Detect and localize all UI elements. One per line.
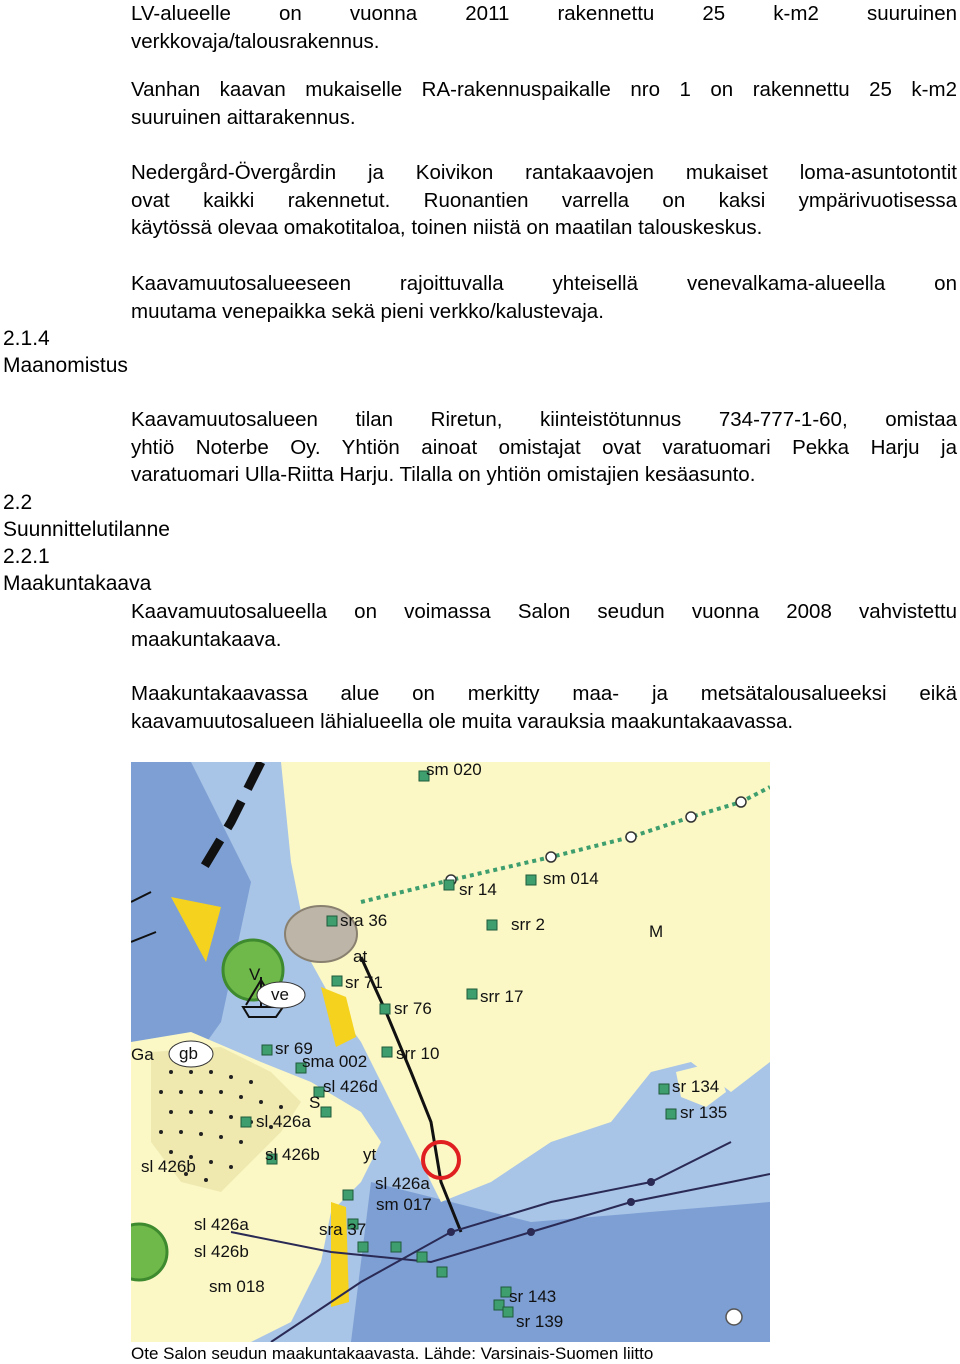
- map-label: S: [309, 1093, 321, 1112]
- text-line: käytössä olevaa omakotitaloa, toinen niistä on maatilan talouskeskus.: [131, 216, 763, 239]
- paragraph-verkkovaja: [131, 0, 957, 55]
- map-label: V: [249, 965, 261, 984]
- paragraph-omistus: [131, 406, 957, 489]
- map-label: Ga: [131, 1045, 154, 1064]
- map-label: sm 014: [543, 869, 599, 888]
- section-title-maakuntakaava: Maakuntakaava: [3, 572, 152, 595]
- map-label: sr 139: [516, 1312, 564, 1331]
- map-label: sra 37: [319, 1220, 367, 1239]
- map-label: sr 134: [672, 1077, 720, 1096]
- paragraph-aittarakennus: [131, 76, 957, 131]
- paragraph-venevalkama: [131, 270, 957, 325]
- section-number-2-2-1: 2.2.1: [3, 545, 50, 568]
- map-label: sl 426b: [265, 1145, 320, 1164]
- map-label: sr 71: [345, 973, 383, 992]
- map-caption: Ote Salon seudun maakuntakaavasta. Lähde: Varsinais-Suomen liitto: [131, 1344, 654, 1363]
- paragraph-maa-metsatalous: [131, 680, 957, 735]
- map-label: sr 14: [459, 880, 497, 899]
- section-number-2-2: 2.2: [3, 491, 33, 514]
- text-line: yhtiö Noterbe Oy. Yhtiön ainoat omistajat ovat varatuomari Pekka Harju ja: [131, 435, 957, 459]
- text-line: Vanhan kaavan mukaiselle RA-rakennuspaikalle nro 1 on rakennettu 25 k-m2: [131, 78, 957, 101]
- regional-plan-map: [131, 762, 770, 1342]
- text-line: verkkovaja/talousrakennus.: [131, 29, 380, 53]
- paragraph-maakuntakaava-voimassa: [131, 598, 957, 653]
- map-label: gb: [179, 1044, 198, 1063]
- section-number-2-1-4: 2.1.4: [3, 327, 50, 350]
- text-line: muutama venepaikka sekä pieni verkko/kalustevaja.: [131, 299, 604, 323]
- text-line: maakuntakaava.: [131, 627, 282, 651]
- section-title-suunnittelutilanne: Suunnittelutilanne: [3, 518, 170, 541]
- text-line: ovat kaikki rakennetut. Ruonantien varrella on kaksi ympärivuotisessa: [131, 188, 957, 212]
- map-label: sm 020: [426, 762, 482, 779]
- map-label: sma 002: [302, 1052, 368, 1071]
- text-line: Nedergård-Övergårdin ja Koivikon rantakaavojen mukaiset loma-asuntotontit: [131, 161, 957, 184]
- map-label: srr 10: [396, 1044, 440, 1063]
- text-line: varatuomari Ulla-Riitta Harju. Tilalla on yhtiön omistajien kesäasunto.: [131, 463, 756, 486]
- map-label: sl 426d: [323, 1077, 378, 1096]
- map-label: sm 017: [376, 1195, 432, 1214]
- map-label: sr 143: [509, 1287, 557, 1306]
- text-line: kaavamuutosalueen lähialueella ole muita varauksia maakuntakaavassa.: [131, 709, 794, 733]
- map-label: sra 36: [340, 911, 388, 930]
- text-line: Kaavamuutosalueen tilan Riretun, kiinteistötunnus 734-777-1-60, omistaa: [131, 408, 957, 431]
- text-line: Kaavamuutosalueeseen rajoittuvalla yhteisellä venevalkama-alueella on: [131, 272, 957, 295]
- map-label: yt: [363, 1145, 377, 1164]
- map-label: sl 426a: [256, 1112, 311, 1131]
- map-label: srr 2: [511, 915, 545, 934]
- map-label: sl 426b: [194, 1242, 249, 1261]
- map-label: sr 76: [394, 999, 432, 1018]
- map-label: at: [353, 947, 368, 966]
- map-label: sl 426a: [194, 1215, 249, 1234]
- map-label: sm 018: [209, 1277, 265, 1296]
- text-line: Kaavamuutosalueella on voimassa Salon seudun vuonna 2008 vahvistettu: [131, 600, 957, 623]
- map-label: ve: [271, 985, 289, 1004]
- text-line: LV-alueelle on vuonna 2011 rakennettu 25 k-m2 suuruinen: [131, 2, 957, 25]
- text-line: suuruinen aittarakennus.: [131, 105, 356, 129]
- section-title-maanomistus: Maanomistus: [3, 354, 128, 377]
- paragraph-loma-asuntotontit: [131, 159, 957, 242]
- text-line: Maakuntakaavassa alue on merkitty maa- ja metsätalousalueeksi eikä: [131, 682, 957, 705]
- map-label: sr 69: [275, 1039, 313, 1058]
- map-label: sl 426b: [141, 1157, 196, 1176]
- map-label: sr 135: [680, 1103, 728, 1122]
- map-label: M: [649, 922, 664, 941]
- map-label: srr 17: [480, 987, 524, 1006]
- node-circle: [726, 1309, 742, 1325]
- map-label: sl 426a: [375, 1174, 430, 1193]
